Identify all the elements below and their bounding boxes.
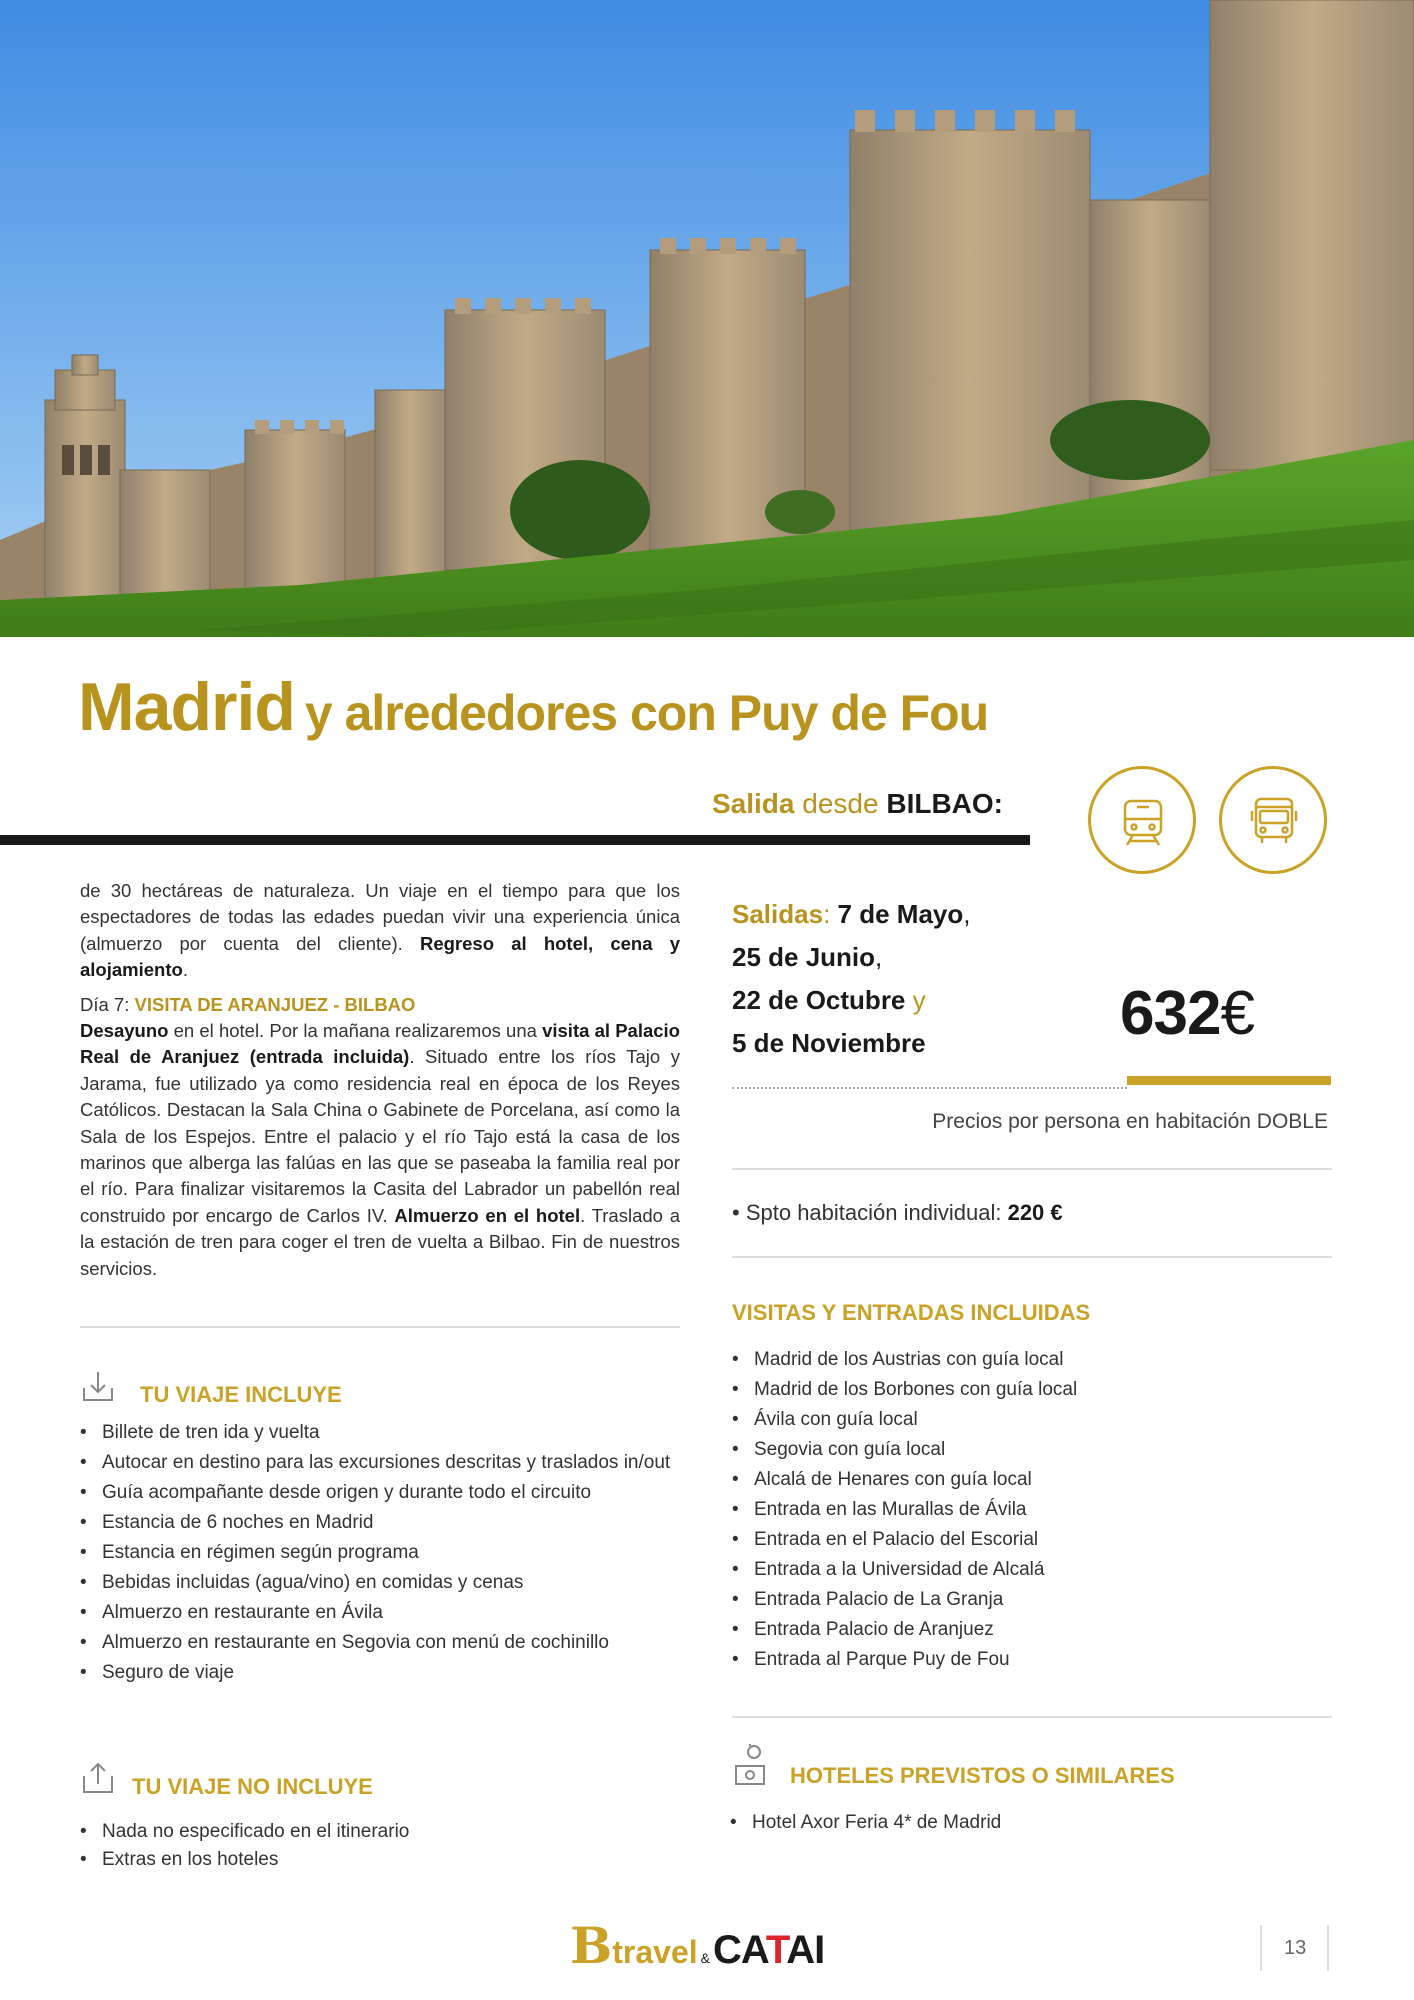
logo-catai-3: AI	[786, 1928, 825, 1972]
departure-city: BILBAO:	[886, 788, 1003, 819]
visits-item: • Entrada en las Murallas de Ávila	[732, 1495, 1332, 1525]
includes-item: • Autocar en destino para las excursiones descritas y traslados in/out	[80, 1448, 680, 1478]
dates-colon: :	[823, 899, 831, 929]
day-7-title: VISITA DE ARANJUEZ - BILBAO	[134, 993, 416, 1015]
dates-line-4	[732, 1022, 970, 1065]
departure-salida: Salida	[712, 788, 795, 819]
visits-item: • Entrada Palacio de La Granja	[732, 1585, 1332, 1615]
dates-line-2	[732, 936, 970, 979]
header-rule	[0, 835, 1030, 845]
includes-heading: TU VIAJE INCLUYE	[140, 1382, 342, 1407]
visits-item: • Entrada en el Palacio del Escorial	[732, 1525, 1332, 1555]
itinerary-p2-text-2: . Situado entre los ríos Tajo y Jarama, fue utilizado ya como residencia real en época de los Reyes Católicos. Destacan la Sala China o Gabinete de Porcelana, así como la Sala de los Espejos. Entre el palacio y el río Tajo está la casa de los marinos que alberga las falúas en las que se paseaba la familia real por el río. Para finalizar visitaremos la Casita del Labrador un pabellón real construido por encargo de Carlos IV.	[80, 1046, 681, 1226]
logo-catai	[713, 1928, 824, 1972]
price-amount: 632	[1120, 979, 1221, 1048]
includes-item: • Guía acompañante desde origen y durante todo el circuito	[80, 1478, 680, 1508]
price-dotted-rule	[732, 1087, 1127, 1089]
logo-catai-1: CA	[713, 1928, 766, 1972]
download-icon	[80, 1368, 116, 1409]
price	[1120, 978, 1254, 1049]
itinerary-p2-bold-2: visita al Palacio Real de Aranjuez (entrada incluida)	[80, 1020, 680, 1068]
price-currency: €	[1220, 979, 1254, 1048]
includes-item: • Bebidas incluidas (agua/vino) en comidas y cenas	[80, 1568, 680, 1598]
bus-icon	[1219, 766, 1327, 874]
dates-line-3	[732, 979, 970, 1022]
includes-item: • Billete de tren ida y vuelta	[80, 1418, 680, 1448]
itinerary-p2-text-3: . Traslado a la estación de tren para coger el tren de vuelta a Bilbao. Fin de nuestros servicios.	[80, 1204, 680, 1279]
right-divider-1	[732, 1168, 1332, 1170]
page-number-separator-right	[1327, 1925, 1329, 1971]
includes-item: • Estancia de 6 noches en Madrid	[80, 1508, 680, 1538]
excludes-heading: TU VIAJE NO INCLUYE	[132, 1774, 373, 1799]
includes-item: • Estancia en régimen según programa	[80, 1538, 680, 1568]
itinerary-p2-text-1: en el hotel. Por la mañana realizaremos una	[168, 1020, 543, 1042]
excludes-item: • Nada no especificado en el itinerario	[80, 1818, 680, 1846]
day-7-prefix: Día 7:	[80, 993, 130, 1015]
visits-item: • Entrada Palacio de Aranjuez	[732, 1615, 1332, 1645]
page-title	[78, 668, 988, 746]
price-note: Precios por persona en habitación DOBLE	[932, 1110, 1328, 1133]
date-4: 5 de Noviembre	[732, 1028, 926, 1058]
itinerary-paragraph-2	[80, 1018, 680, 1282]
includes-item: • Seguro de viaje	[80, 1658, 680, 1688]
brand-logo	[570, 1916, 824, 1976]
itinerary-text	[80, 878, 680, 1282]
hero-image	[0, 0, 1414, 637]
right-divider-2	[732, 1256, 1332, 1258]
itinerary-p1-bold: Regreso al hotel, cena y alojamiento	[80, 932, 681, 981]
visits-item: • Madrid de los Austrias con guía local	[732, 1345, 1332, 1375]
departure-label	[712, 788, 1003, 820]
date-3: 22 de Octubre	[732, 985, 906, 1015]
page-number: 13	[1284, 1937, 1307, 1959]
logo-amp: &	[700, 1950, 710, 1966]
visits-item: • Entrada a la Universidad de Alcalá	[732, 1555, 1332, 1585]
departure-dates	[732, 893, 970, 1065]
right-divider-3	[732, 1716, 1332, 1718]
visits-item: • Segovia con guía local	[732, 1435, 1332, 1465]
hotels-heading: HOTELES PREVISTOS O SIMILARES	[790, 1763, 1175, 1788]
includes-item: • Almuerzo en restaurante en Ávila	[80, 1598, 680, 1628]
itinerary-p1-text: de 30 hectáreas de naturaleza. Un viaje en el tiempo para que los espectadores de todas las edades puedan vivir una experiencia única (almuerzo por cuenta del cliente).	[80, 880, 680, 954]
title-rest: y alrededores con Puy de Fou	[304, 685, 989, 741]
date-2: 25 de Junio	[732, 942, 876, 972]
date-2-comma: ,	[875, 942, 883, 972]
price-gold-bar	[1127, 1076, 1331, 1085]
visits-item: • Madrid de los Borbones con guía local	[732, 1375, 1332, 1405]
supplement-label: Spto habitación individual:	[745, 1200, 1002, 1225]
includes-item: • Almuerzo en restaurante en Segovia con menú de cochinillo	[80, 1628, 680, 1658]
logo-travel: travel	[612, 1934, 698, 1970]
date-1: 7 de Mayo	[837, 899, 964, 929]
itinerary-p1-end: .	[182, 959, 188, 981]
dates-line-1	[732, 893, 970, 936]
visits-item: • Entrada al Parque Puy de Fou	[732, 1645, 1332, 1675]
excludes-list	[80, 1818, 680, 1874]
hotel-key-icon	[730, 1742, 770, 1793]
visits-item: • Ávila con guía local	[732, 1405, 1332, 1435]
logo-catai-2: T	[765, 1928, 787, 1972]
day-7-heading	[80, 992, 680, 1018]
hotel-item: • Hotel Axor Feria 4* de Madrid	[730, 1808, 1330, 1838]
visits-item: • Alcalá de Henares con guía local	[732, 1465, 1332, 1495]
upload-icon	[80, 1760, 116, 1801]
includes-list	[80, 1418, 680, 1688]
visits-heading: VISITAS Y ENTRADAS INCLUIDAS	[732, 1300, 1091, 1325]
dates-and: y	[912, 985, 926, 1015]
itinerary-p2-bold-3: Almuerzo en el hotel	[394, 1204, 581, 1226]
itinerary-p2-bold-1: Desayuno	[80, 1020, 169, 1042]
departure-desde: desde	[802, 788, 879, 819]
single-supplement: • Spto habitación individual: 220 €	[732, 1200, 1063, 1225]
logo-b: B	[570, 1916, 613, 1975]
title-main: Madrid	[78, 669, 295, 745]
date-1-comma: ,	[963, 899, 971, 929]
itinerary-paragraph-1	[80, 878, 680, 984]
hotels-list	[730, 1808, 1330, 1838]
page-number-separator	[1260, 1925, 1262, 1971]
dates-label: Salidas	[732, 899, 824, 929]
supplement-value: 220 €	[1007, 1200, 1063, 1225]
train-icon	[1088, 766, 1196, 874]
left-divider	[80, 1326, 680, 1328]
visits-list	[732, 1345, 1332, 1675]
excludes-item: • Extras en los hoteles	[80, 1846, 680, 1874]
